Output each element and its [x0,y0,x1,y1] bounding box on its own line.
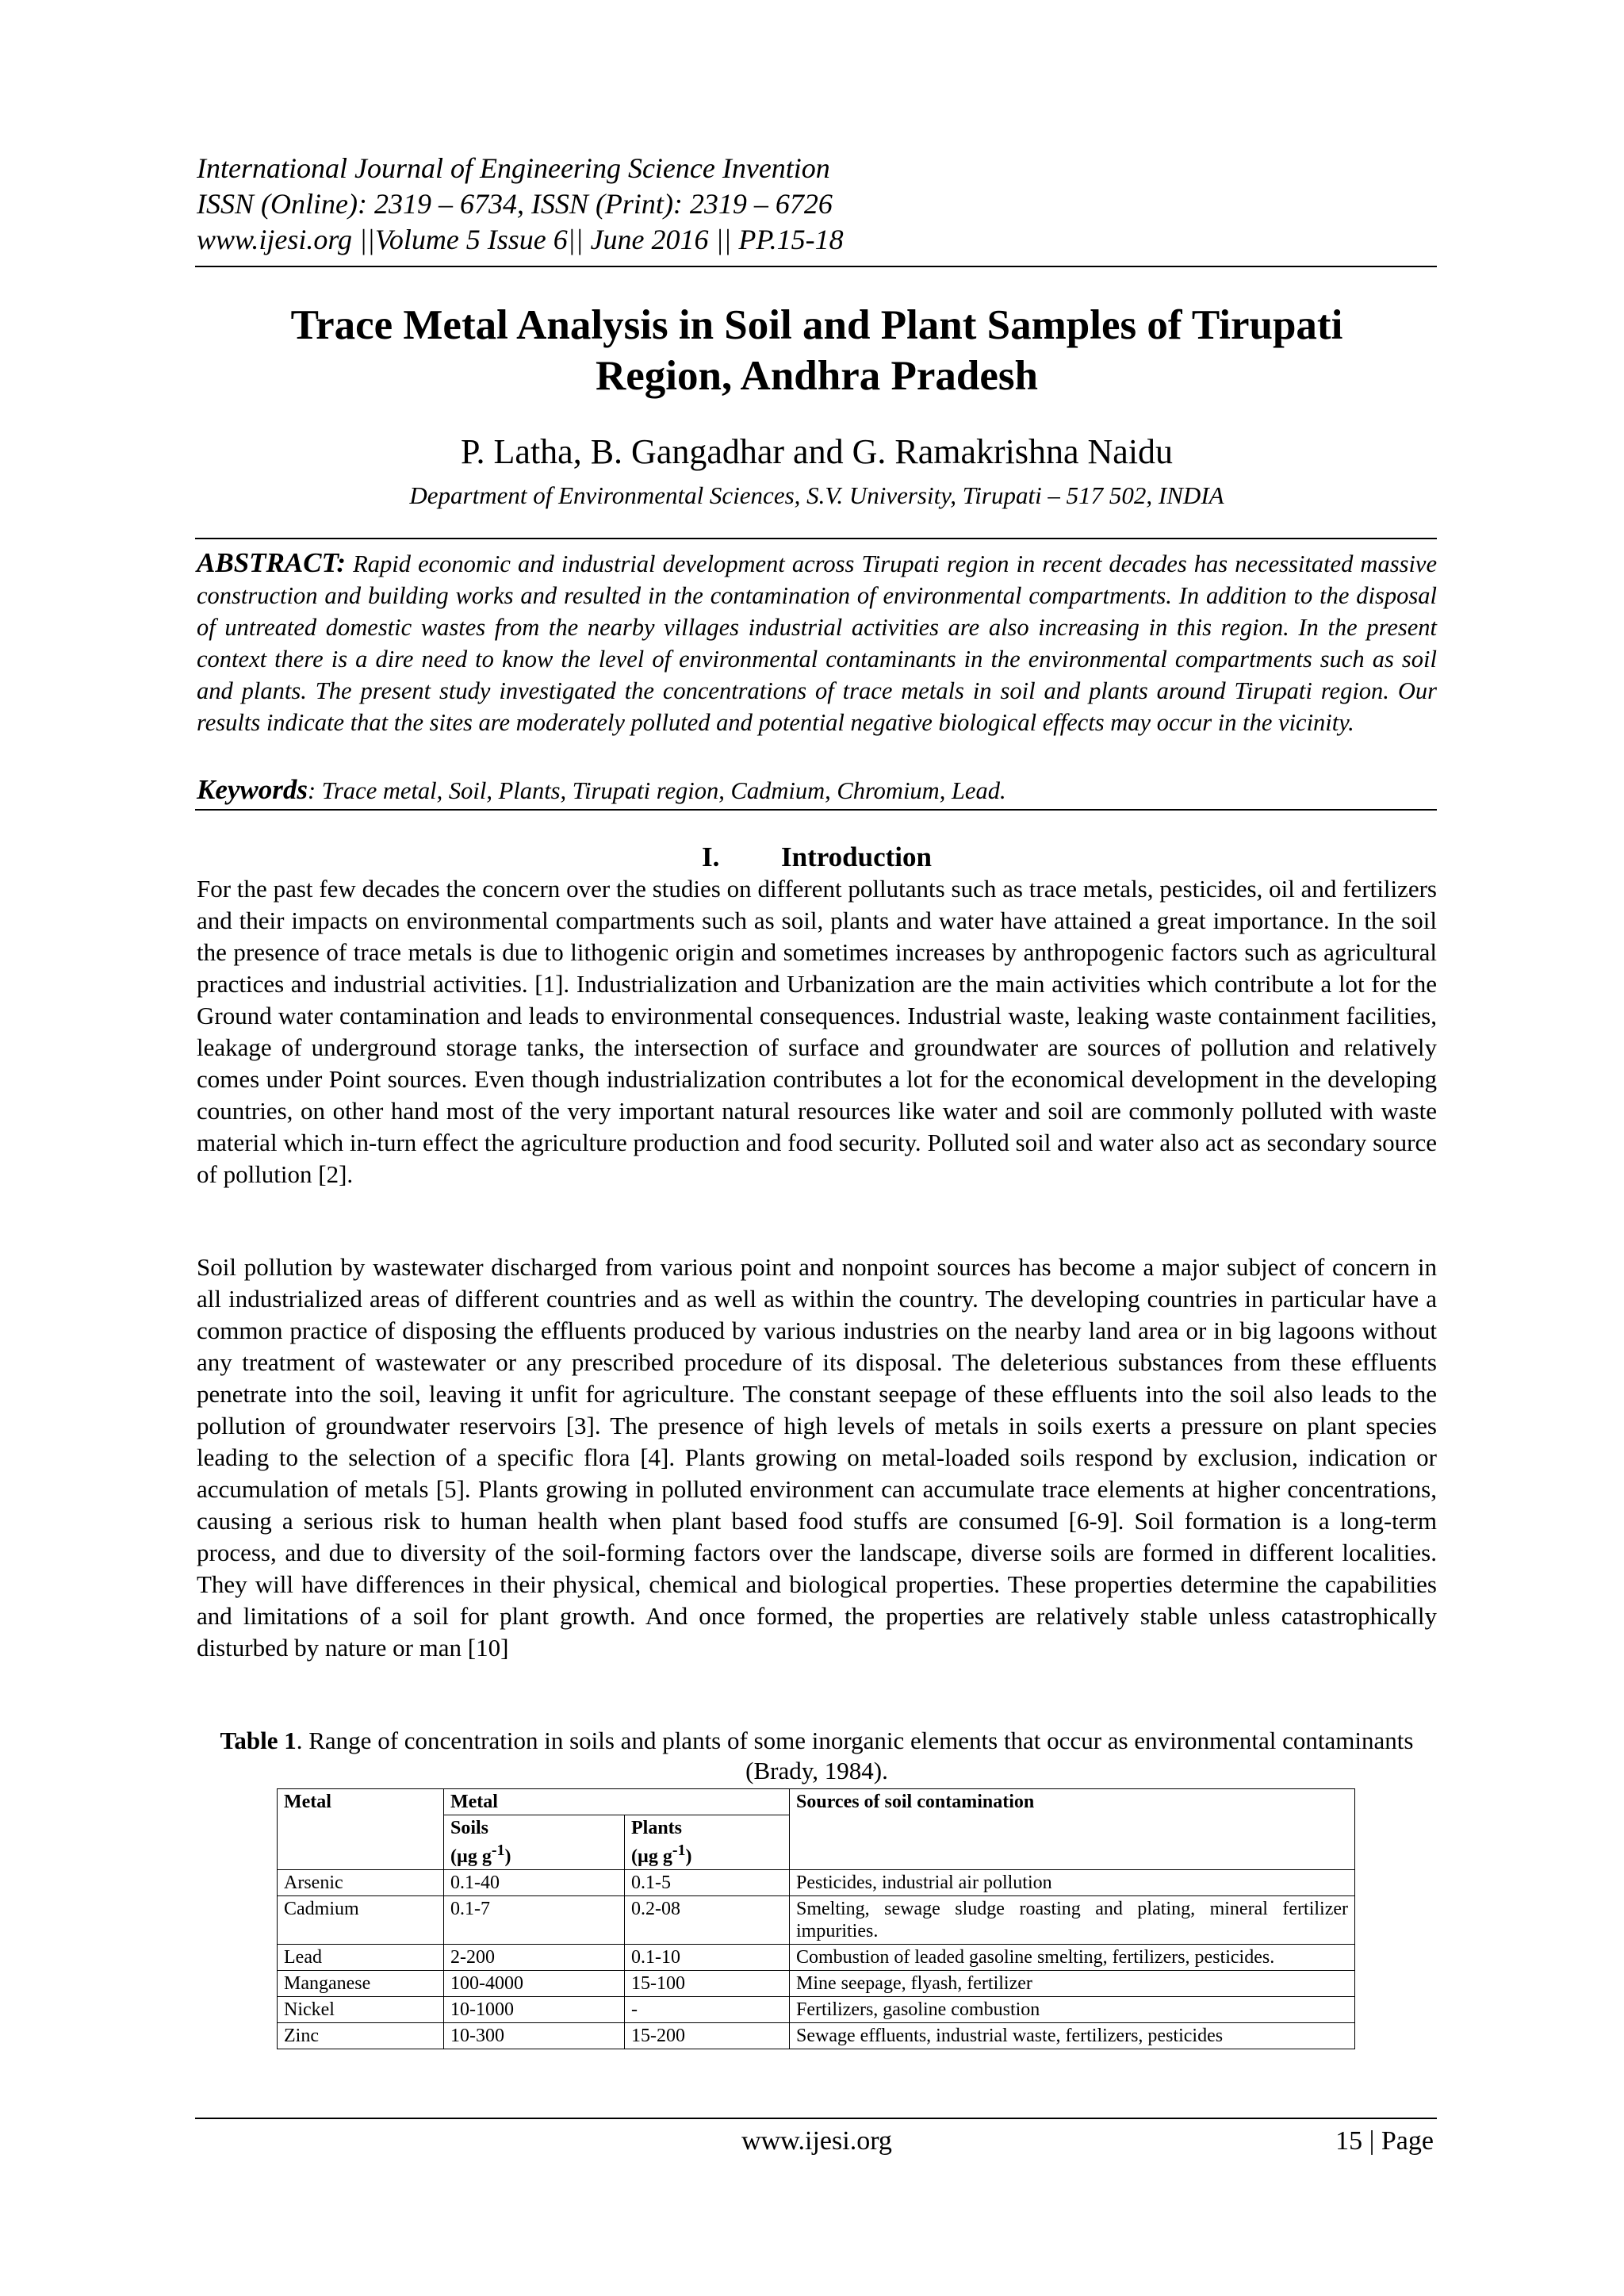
header-sources: Sources of soil contamination [790,1789,1355,1870]
metal-concentration-table [277,1788,1355,2049]
keywords-label: Keywords [197,774,308,805]
abstract-label: ABSTRACT: [197,547,347,578]
journal-volume: www.ijesi.org ||Volume 5 Issue 6|| June 2016 || PP.15-18 [197,224,844,255]
table-caption-text: . Range of concentration in soils and plants of some inorganic elements that occur as environmental contaminants (Brady, 1984). [296,1727,1414,1784]
abstract [197,547,1437,738]
intro-paragraph-2: Soil pollution by wastewater discharged from various point and nonpoint sources has become a major subject of concern in all industrialized areas of different countries and as well as within the country. The developing countries in particular have a common practice of disposing the effluents produced by various industries on the nearby land area or in big lagoons without any treatment of wastewater or any prescribed procedure of its disposal. The deleterious substances from these effluents penetrate into the soil, leaving it unfit for agriculture. The constant seepage of these effluents into the soil also leads to the pollution of groundwater reservoirs [3]. The presence of high levels of metals in soils exerts a pressure on plant species leading to the selection of a specific flora [4]. Plants growing on metal-loaded soils respond by exclusion, indication or accumulation of metals [5]. Plants growing in polluted environment can accumulate trace elements at higher concentrations, causing a serious risk to human health when plant based food stuffs are consumed [6-9]. Soil formation is a long-term process, and due to diversity of the soil-forming factors over the landscape, diverse soils are formed in different localities. They will have differences in their physical, chemical and biological properties. These properties determine the capabilities and limitations of a soil for plant growth. And once formed, the properties are relatively stable unless catastrophically disturbed by nature or man [10] [197,1253,1437,1662]
section-heading [197,839,1437,876]
table-caption [213,1726,1421,1786]
table-header-row [278,1789,1355,1815]
journal-name: International Journal of Engineering Science Invention [197,152,830,184]
header-soils: Soils (µg $g^{-1}$) [444,1815,625,1870]
keywords-text: : Trace metal, Soil, Plants, Tirupati region, Cadmium, Chromium, Lead. [308,777,1006,804]
title-line-1: Trace Metal Analysis in Soil and Plant Samples of Tirupati [290,302,1343,348]
journal-issn: ISSN (Online): 2319 – 6734, ISSN (Print): 2319 – 6726 [197,188,833,220]
authors: P. Latha, B. Gangadhar and G. Ramakrishna Naidu [460,432,1174,471]
table-label: Table 1 [220,1727,297,1754]
header-plants: Plants (µg $g^{-1}$) [625,1815,790,1870]
abstract-top-divider [195,538,1437,539]
footer-site-link[interactable]: www.ijesi.org [741,2126,892,2156]
abstract-bottom-divider [195,809,1437,811]
section-number: I. [702,841,720,872]
table-row: Nickel 10-1000 - Fertilizers, gasoline combustion [278,1997,1355,2023]
keywords [197,774,1437,807]
table-row: Arsenic 0.1-40 0.1-5 Pesticides, industrial air pollution [278,1870,1355,1896]
footer-page-number: 15 | Page [1335,2126,1434,2156]
affiliation: Department of Environmental Sciences, S.V. University, Tirupati – 517 502, INDIA [409,481,1224,509]
intro-paragraph-1: For the past few decades the concern over the studies on different pollutants such as trace metals, pesticides, oil and fertilizers and their impacts on environmental compartments such as soil, plants and water have attained a great importance. In the soil the presence of trace metals is due to lithogenic origin and sometimes increases by anthropogenic factors such as agricultural practices and industrial activities. [1]. Industrialization and Urbanization are the main activities which contribute a lot for the Ground water contamination and leads to environmental consequences. Industrial waste, leaking waste containment facilities, leakage of underground storage tanks, the intersection of surface and groundwater are sources of pollution and relatively comes under Point sources. Even though industrialization contributes a lot for the economical development in the developing countries, on other hand most of the very important natural resources like water and soil are commonly polluted with waste material which in-turn effect the agriculture production and food security. Polluted soil and water also act as secondary source of pollution [2]. [197,875,1437,1188]
paper-title [197,300,1437,401]
section-title: Introduction [781,841,932,872]
footer-divider [195,2118,1437,2119]
table-row: Cadmium 0.1-7 0.2-08 Smelting, sewage sludge roasting and plating, mineral fertilizer impurities. [278,1896,1355,1945]
header-divider [195,266,1437,267]
table-row: Manganese 100-4000 15-100 Mine seepage, flyash, fertilizer [278,1971,1355,1997]
title-line-2: Region, Andhra Pradesh [595,353,1039,399]
header-metal: Metal [278,1789,444,1870]
table-row: Zinc 10-300 15-200 Sewage effluents, industrial waste, fertilizers, pesticides [278,2023,1355,2049]
header-metal-group: Metal [444,1789,790,1815]
abstract-text: Rapid economic and industrial development across Tirupati region in recent decades has necessitated massive construction and building works and resulted in the contamination of environmental compartments. In addition to the disposal of untreated domestic wastes from the nearby villages industrial activities are also increasing in this region. In the present context there is a dire need to know the level of environmental contaminants in the environmental compartments such as soil and plants. The present study investigated the concentrations of trace metals in soil and plants around Tirupati region. Our results indicate that the sites are moderately polluted and potential negative biological effects may occur in the vicinity. [197,550,1437,736]
table-row: Lead 2-200 0.1-10 Combustion of leaded gasoline smelting, fertilizers, pesticides. [278,1945,1355,1971]
journal-header [197,151,1434,258]
